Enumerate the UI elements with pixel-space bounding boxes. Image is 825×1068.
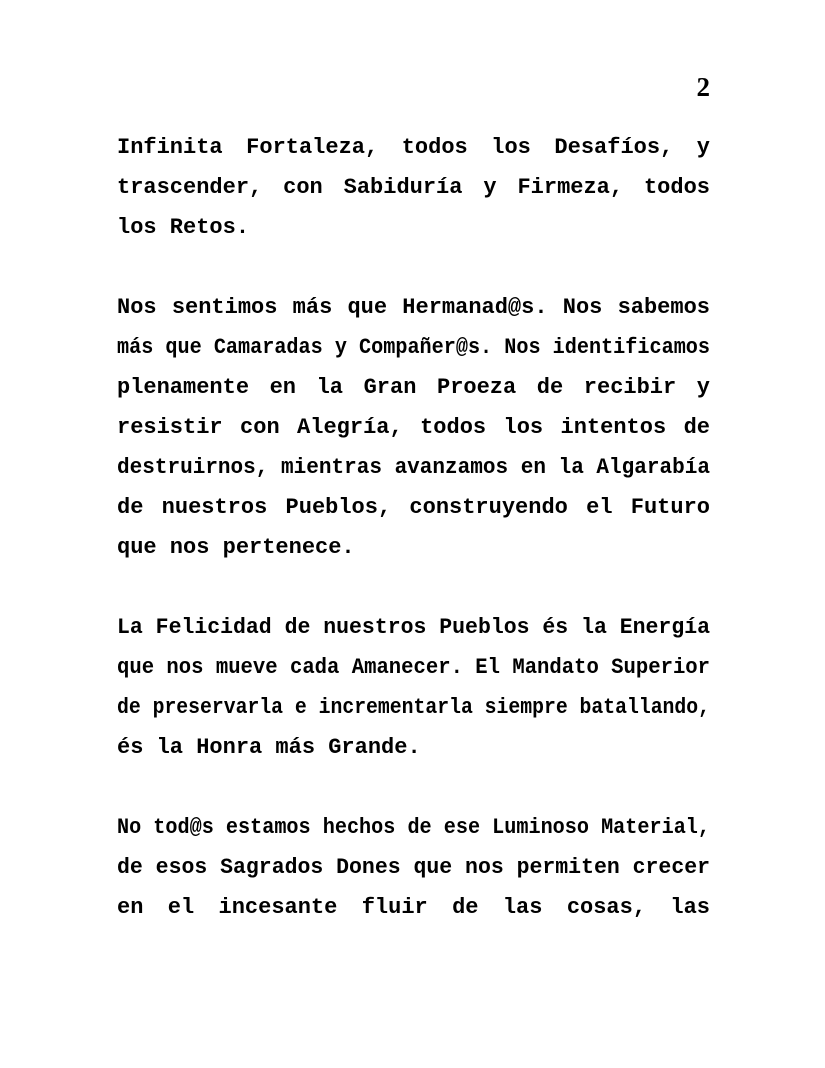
text-line-content: La Felicidad de nuestros Pueblos és la Energía xyxy=(117,615,710,640)
text-line-content: de nuestros Pueblos, construyendo el Futuro xyxy=(117,495,710,520)
text-line xyxy=(117,528,710,568)
paragraph xyxy=(117,288,710,568)
text-line-content: de preservarla e incrementarla siempre batallando, xyxy=(117,695,710,720)
text-line xyxy=(117,368,710,408)
paragraph xyxy=(117,608,710,768)
text-line xyxy=(117,168,710,208)
text-line-content: de esos Sagrados Dones que nos permiten crecer xyxy=(117,855,710,880)
paragraph xyxy=(117,128,710,248)
text-line-content: és la Honra más Grande. xyxy=(117,735,421,760)
text-line xyxy=(117,328,710,368)
text-line-content: plenamente en la Gran Proeza de recibir y xyxy=(117,375,710,400)
text-line-content: en el incesante fluir de las cosas, las xyxy=(117,895,710,920)
text-line-content: destruirnos, mientras avanzamos en la Algarabía xyxy=(117,455,710,480)
text-line-content: resistir con Alegría, todos los intentos de xyxy=(117,415,710,440)
text-line xyxy=(117,488,710,528)
text-line xyxy=(117,848,710,888)
paragraph xyxy=(117,808,710,928)
text-line xyxy=(117,288,710,328)
text-line-content: Infinita Fortaleza, todos los Desafíos, y xyxy=(117,135,710,160)
text-line-content: los Retos. xyxy=(117,215,250,240)
text-line-content: trascender, con Sabiduría y Firmeza, todos xyxy=(117,175,710,200)
text-line-content: que nos pertenece. xyxy=(117,535,355,560)
text-line-content: No tod@s estamos hechos de ese Luminoso Material, xyxy=(117,815,710,840)
text-line xyxy=(117,888,710,928)
document-body xyxy=(117,128,710,968)
page-number: 2 xyxy=(696,72,710,102)
text-line xyxy=(117,728,710,768)
text-line xyxy=(117,448,710,488)
text-line xyxy=(117,608,710,648)
text-line xyxy=(117,808,710,848)
text-line xyxy=(117,208,710,248)
text-line-content: Nos sentimos más que Hermanad@s. Nos sabemos xyxy=(117,295,710,320)
text-line xyxy=(117,688,710,728)
text-line-content: que nos mueve cada Amanecer. El Mandato Superior xyxy=(117,655,710,680)
text-line xyxy=(117,648,710,688)
text-line-content: más que Camaradas y Compañer@s. Nos identificamos xyxy=(117,335,710,360)
text-line xyxy=(117,128,710,168)
text-line xyxy=(117,408,710,448)
